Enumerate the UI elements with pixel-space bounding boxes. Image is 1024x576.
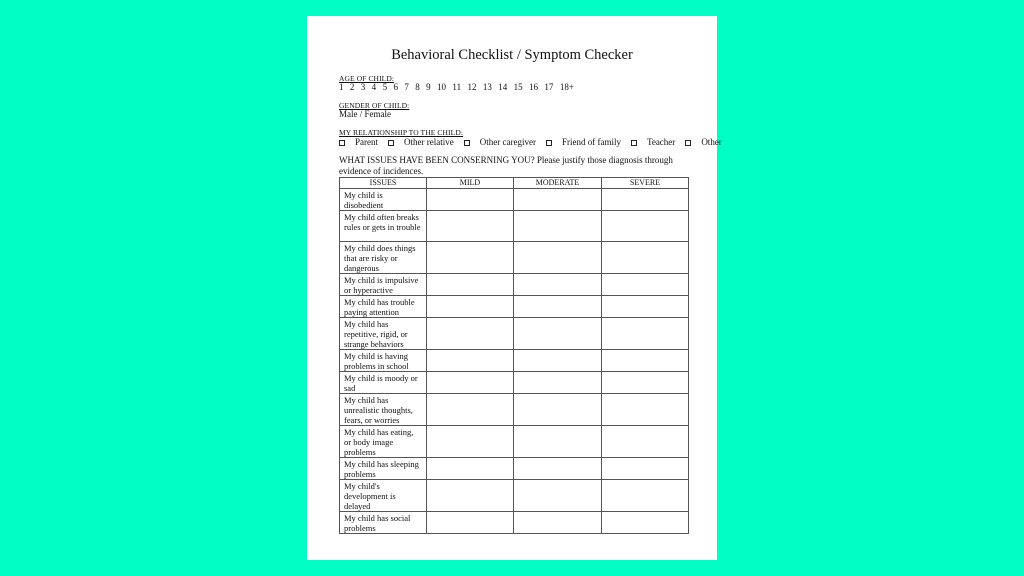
table-row (340, 426, 689, 458)
age-option[interactable]: 6 (393, 82, 398, 92)
relationship-option-label: Friend of family (561, 137, 621, 147)
header-moderate: MODERATE (514, 178, 602, 189)
issue-cell: My child is having problems in school (340, 350, 427, 372)
severity-cell-moderate[interactable] (514, 242, 602, 274)
issue-cell: My child has eating, or body image problems (340, 426, 427, 458)
severity-cell-moderate[interactable] (514, 189, 602, 211)
age-option[interactable]: 16 (529, 82, 539, 92)
table-row (340, 189, 689, 211)
header-issues: ISSUES (340, 178, 427, 189)
age-option[interactable]: 10 (437, 82, 447, 92)
severity-cell-severe[interactable] (602, 372, 689, 394)
severity-cell-severe[interactable] (602, 512, 689, 534)
issue-cell: My child has trouble paying attention (340, 296, 427, 318)
relationship-option[interactable] (546, 137, 621, 147)
relationship-label: MY RELATIONSHIP TO THE CHILD: (339, 128, 464, 137)
severity-cell-mild[interactable] (427, 211, 514, 242)
issue-cell: My child has sleeping problems (340, 458, 427, 480)
issue-cell: My child does things that are risky or dangerous (340, 242, 427, 274)
relationship-option[interactable] (339, 137, 378, 147)
issue-cell: My child is disobedient (340, 189, 427, 211)
age-option[interactable]: 12 (467, 82, 477, 92)
relationship-option-label: Teacher (646, 137, 676, 147)
header-mild: MILD (427, 178, 514, 189)
relationship-option-label: Parent (355, 137, 378, 147)
age-options (339, 82, 580, 92)
table-row (340, 394, 689, 426)
age-option[interactable]: 7 (404, 82, 409, 92)
table-row (340, 512, 689, 534)
relationship-options (339, 137, 732, 147)
severity-cell-severe[interactable] (602, 480, 689, 512)
severity-cell-severe[interactable] (602, 274, 689, 296)
checkbox-icon[interactable] (631, 140, 637, 146)
severity-cell-severe[interactable] (602, 394, 689, 426)
checkbox-icon[interactable] (685, 140, 691, 146)
severity-cell-mild[interactable] (427, 512, 514, 534)
table-row (340, 211, 689, 242)
severity-cell-mild[interactable] (427, 350, 514, 372)
age-option[interactable]: 13 (482, 82, 492, 92)
issue-cell: My child is impulsive or hyperactive (340, 274, 427, 296)
table-row (340, 458, 689, 480)
table-row (340, 318, 689, 350)
severity-cell-mild[interactable] (427, 394, 514, 426)
severity-cell-mild[interactable] (427, 318, 514, 350)
header-severe: SEVERE (602, 178, 689, 189)
age-option[interactable]: 14 (498, 82, 508, 92)
issue-cell: My child often breaks rules or gets in trouble (340, 211, 427, 242)
severity-cell-severe[interactable] (602, 458, 689, 480)
severity-cell-severe[interactable] (602, 350, 689, 372)
severity-cell-moderate[interactable] (514, 458, 602, 480)
relationship-option[interactable] (388, 137, 454, 147)
checkbox-icon[interactable] (464, 140, 470, 146)
issue-cell: My child's development is delayed (340, 480, 427, 512)
severity-cell-severe[interactable] (602, 189, 689, 211)
table-row (340, 296, 689, 318)
severity-cell-moderate[interactable] (514, 296, 602, 318)
age-label: AGE OF CHILD: (339, 74, 395, 83)
severity-cell-severe[interactable] (602, 426, 689, 458)
table-row (340, 350, 689, 372)
relationship-option-label: Other caregiver (479, 137, 536, 147)
age-option[interactable]: 3 (360, 82, 366, 92)
table-row (340, 274, 689, 296)
severity-cell-mild[interactable] (427, 372, 514, 394)
severity-cell-mild[interactable] (427, 242, 514, 274)
relationship-option-label: Other (701, 137, 722, 147)
severity-cell-mild[interactable] (427, 189, 514, 211)
age-option[interactable]: 4 (371, 82, 377, 92)
age-option[interactable]: 8 (415, 82, 420, 92)
age-option[interactable]: 11 (452, 82, 462, 92)
age-option[interactable]: 2 (349, 82, 355, 92)
checkbox-icon[interactable] (546, 140, 552, 146)
issue-cell: My child has social problems (340, 512, 427, 534)
severity-cell-moderate[interactable] (514, 350, 602, 372)
severity-cell-moderate[interactable] (514, 274, 602, 296)
severity-cell-mild[interactable] (427, 458, 514, 480)
age-option[interactable]: 18+ (559, 82, 574, 92)
severity-cell-severe[interactable] (602, 242, 689, 274)
severity-cell-moderate[interactable] (514, 512, 602, 534)
relationship-option[interactable] (685, 137, 722, 147)
severity-cell-moderate[interactable] (514, 318, 602, 350)
age-option[interactable]: 1 (339, 82, 344, 92)
gender-options: Male / Female (339, 109, 391, 119)
severity-cell-moderate[interactable] (514, 480, 602, 512)
severity-cell-severe[interactable] (602, 211, 689, 242)
severity-cell-mild[interactable] (427, 480, 514, 512)
relationship-option[interactable] (464, 137, 536, 147)
issues-table (339, 177, 689, 534)
age-option[interactable]: 17 (544, 82, 554, 92)
gender-label: GENDER OF CHILD: (339, 101, 410, 110)
table-row (340, 242, 689, 274)
issue-cell: My child has unrealistic thoughts, fears, or worries (340, 394, 427, 426)
checkbox-icon[interactable] (388, 140, 394, 146)
severity-cell-moderate[interactable] (514, 372, 602, 394)
severity-cell-severe[interactable] (602, 296, 689, 318)
issue-cell: My child has repetitive, rigid, or strange behaviors (340, 318, 427, 350)
severity-cell-severe[interactable] (602, 318, 689, 350)
document-title: Behavioral Checklist / Symptom Checker (391, 47, 633, 63)
severity-cell-moderate[interactable] (514, 394, 602, 426)
age-option[interactable]: 5 (382, 82, 388, 92)
relationship-option-label: Other relative (404, 137, 454, 147)
table-row (340, 480, 689, 512)
severity-cell-mild[interactable] (427, 274, 514, 296)
severity-cell-mild[interactable] (427, 426, 514, 458)
severity-cell-moderate[interactable] (514, 211, 602, 242)
table-header-row (340, 178, 689, 189)
table-row (340, 372, 689, 394)
checkbox-icon[interactable] (339, 140, 345, 146)
age-option[interactable]: 15 (513, 82, 523, 92)
issues-question: WHAT ISSUES HAVE BEEN CONSERNING YOU? Please justify those diagnosis through evidence of incidences. (339, 155, 673, 176)
severity-cell-moderate[interactable] (514, 426, 602, 458)
relationship-option[interactable] (631, 137, 675, 147)
issue-cell: My child is moody or sad (340, 372, 427, 394)
document-page (307, 16, 722, 560)
age-option[interactable]: 9 (426, 82, 431, 92)
severity-cell-mild[interactable] (427, 296, 514, 318)
